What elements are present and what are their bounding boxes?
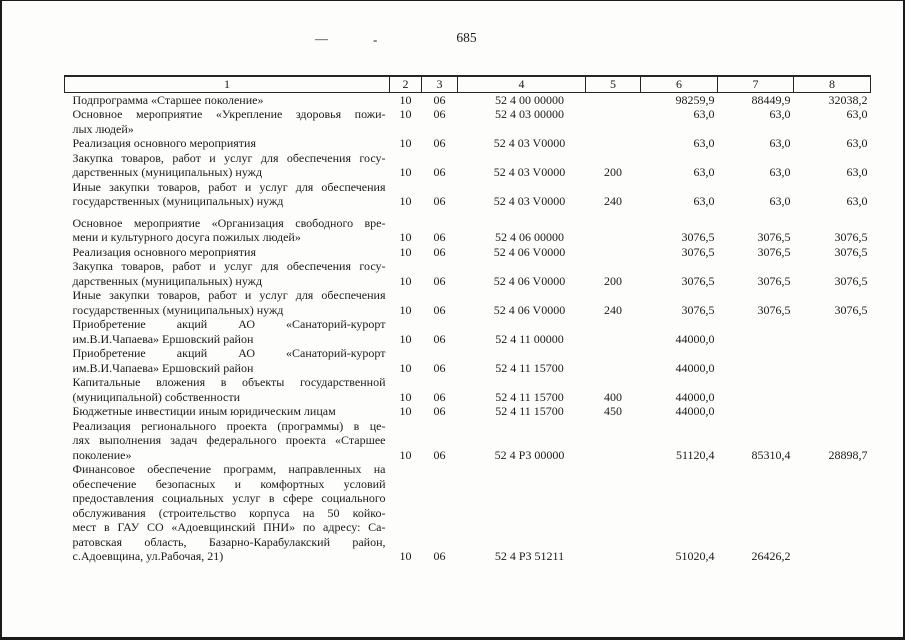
name-line: Основное мероприятие «Укрепление здоровья пожи- bbox=[72, 107, 386, 121]
cell-col3: 06 bbox=[433, 194, 446, 208]
header-cell-8: 8 bbox=[794, 76, 871, 92]
cell-col2: 10 bbox=[399, 165, 412, 179]
table-row bbox=[65, 107, 871, 136]
cell-col1 bbox=[65, 107, 390, 136]
cell-col2: 10 bbox=[399, 389, 412, 404]
cell-col2: 10 bbox=[399, 244, 412, 259]
cell-col5: 240 bbox=[604, 302, 622, 317]
name-line: Финансовое обеспечение программ, направленных на bbox=[72, 462, 386, 476]
cell-col8 bbox=[794, 462, 871, 564]
cell-col8: 3076,5 bbox=[834, 244, 868, 259]
cell-col1 bbox=[65, 151, 390, 180]
name-line: лых людей» bbox=[72, 121, 134, 136]
table-row bbox=[65, 259, 871, 288]
cell-col7: 63,0 bbox=[769, 194, 791, 208]
cell-col3: 06 bbox=[433, 360, 446, 375]
scan-artifact-dash-icon: — bbox=[315, 31, 328, 46]
header-cell-2: 2 bbox=[390, 76, 422, 92]
cell-col4: 52 4 11 15700 bbox=[495, 360, 564, 375]
cell-col1 bbox=[65, 346, 390, 375]
cell-col4: 52 4 03 V0000 bbox=[493, 194, 566, 208]
cell-col7: 85310,4 bbox=[751, 447, 791, 462]
cell-col1 bbox=[65, 92, 390, 107]
cell-col7: 3076,5 bbox=[757, 244, 791, 259]
cell-col8: 32038,2 bbox=[828, 92, 868, 107]
cell-col3: 06 bbox=[433, 273, 446, 288]
name-line: с.Адоевщина, ул.Рабочая, 21) bbox=[72, 549, 224, 563]
cell-col1 bbox=[65, 404, 390, 419]
cell-col7: 26426,2 bbox=[751, 549, 791, 563]
cell-col6: 44000,0 bbox=[675, 331, 715, 346]
cell-col7: 63,0 bbox=[769, 107, 791, 121]
cell-col5: 200 bbox=[604, 273, 622, 288]
cell-col3: 06 bbox=[433, 404, 446, 418]
scan-artifact-dash-icon: - bbox=[373, 32, 378, 47]
name-line: Закупка товаров, работ и услуг для обеспечения госу- bbox=[72, 259, 386, 273]
cell-col2: 10 bbox=[399, 360, 412, 375]
table-row bbox=[65, 346, 871, 375]
name-line: Иные закупки товаров, работ и услуг для обеспечения bbox=[72, 179, 386, 194]
cell-col6: 51120,4 bbox=[675, 447, 715, 462]
table-row bbox=[65, 151, 871, 180]
cell-col2: 10 bbox=[399, 273, 412, 288]
cell-col2: 10 bbox=[399, 447, 412, 462]
cell-col3: 06 bbox=[433, 389, 446, 404]
cell-col4: 52 4 03 V0000 bbox=[493, 165, 566, 179]
name-line: Подпрограмма «Старшее поколение» bbox=[72, 92, 264, 107]
cell-col3: 06 bbox=[433, 136, 446, 150]
cell-col3: 06 bbox=[433, 302, 446, 317]
name-line: им.В.И.Чапаева» Ершовский район bbox=[72, 360, 254, 375]
name-line: Приобретение акций АО «Санаторий-курорт bbox=[72, 346, 386, 360]
header-cell-3: 3 bbox=[422, 76, 458, 92]
cell-col6: 51020,4 bbox=[675, 549, 715, 563]
cell-col5 bbox=[586, 462, 641, 564]
cell-col1 bbox=[65, 462, 390, 564]
name-line: Закупка товаров, работ и услуг для обеспечения госу- bbox=[72, 150, 386, 165]
cell-col8: 3076,5 bbox=[834, 273, 868, 288]
name-line: дарственных (муниципальных) нужд bbox=[72, 165, 263, 179]
cell-col7 bbox=[718, 346, 794, 375]
cell-col6: 63,0 bbox=[693, 165, 715, 179]
cell-col6: 44000,0 bbox=[675, 389, 715, 404]
name-line: Реализация основного мероприятия bbox=[72, 136, 256, 150]
table-row bbox=[65, 317, 871, 346]
name-line: Реализация регионального проекта (программы) в це- bbox=[72, 418, 386, 433]
budget-table bbox=[64, 75, 871, 564]
name-line: Основное мероприятие «Организация свободного вре- bbox=[72, 215, 386, 230]
name-line: дарственных (муниципальных) нужд bbox=[72, 273, 263, 288]
cell-col4: 52 4 11 00000 bbox=[495, 331, 564, 346]
cell-col5 bbox=[586, 209, 641, 245]
cell-col4: 52 4 06 V0000 bbox=[493, 302, 566, 317]
cell-col1 bbox=[65, 419, 390, 463]
name-line: Бюджетные инвестиции иным юридическим лицам bbox=[72, 404, 336, 418]
cell-col1 bbox=[65, 259, 390, 288]
table-row bbox=[65, 92, 871, 107]
cell-col6: 3076,5 bbox=[681, 302, 715, 317]
table-row bbox=[65, 209, 871, 245]
cell-col2: 10 bbox=[399, 92, 412, 107]
table-row bbox=[65, 462, 871, 564]
cell-col8 bbox=[794, 375, 871, 404]
name-line: лях выполнения задач федерального проекта «Старшее bbox=[72, 433, 386, 447]
cell-col4: 52 4 P3 00000 bbox=[494, 447, 565, 462]
cell-col6: 44000,0 bbox=[675, 404, 715, 418]
name-line: государственных (муниципальных) нужд bbox=[72, 302, 284, 317]
cell-col1 bbox=[65, 209, 390, 245]
name-line: обслуживания (строительство корпуса на 50 койко- bbox=[72, 505, 386, 520]
header-cell-7: 7 bbox=[718, 76, 794, 92]
cell-col4: 52 4 06 00000 bbox=[495, 230, 564, 244]
cell-col8: 63,0 bbox=[846, 136, 868, 150]
cell-col8: 63,0 bbox=[846, 165, 868, 179]
cell-col5 bbox=[586, 136, 641, 151]
cell-col2: 10 bbox=[399, 302, 412, 317]
name-line: государственных (муниципальных) нужд bbox=[72, 194, 284, 208]
name-line: поколение» bbox=[72, 447, 132, 462]
cell-col7: 3076,5 bbox=[757, 302, 791, 317]
cell-col5 bbox=[586, 346, 641, 375]
header-cell-5: 5 bbox=[586, 76, 641, 92]
name-line: мени и культурного досуга пожилых людей» bbox=[72, 230, 301, 244]
name-line: Иные закупки товаров, работ и услуг для обеспечения bbox=[72, 288, 386, 302]
cell-col1 bbox=[65, 288, 390, 317]
cell-col6: 63,0 bbox=[693, 107, 715, 121]
cell-col5: 240 bbox=[604, 194, 622, 208]
cell-col7 bbox=[718, 375, 794, 404]
cell-col5 bbox=[586, 92, 641, 107]
cell-col3: 06 bbox=[433, 107, 446, 121]
cell-col7: 88449,9 bbox=[751, 92, 791, 107]
table-header bbox=[65, 76, 871, 92]
cell-col5 bbox=[586, 419, 641, 463]
table-row bbox=[65, 404, 871, 419]
table-row bbox=[65, 419, 871, 463]
name-line: Капитальные вложения в объекты государственной bbox=[72, 375, 386, 389]
cell-col8: 3076,5 bbox=[834, 230, 868, 244]
cell-col1 bbox=[65, 136, 390, 151]
cell-col7: 63,0 bbox=[769, 165, 791, 179]
name-line: Приобретение акций АО «Санаторий-курорт bbox=[72, 317, 386, 331]
cell-col4: 52 4 P3 51211 bbox=[494, 549, 565, 563]
table-row bbox=[65, 375, 871, 404]
cell-col5 bbox=[586, 245, 641, 260]
cell-col6: 3076,5 bbox=[681, 230, 715, 244]
cell-col2: 10 bbox=[399, 107, 412, 121]
cell-col2: 10 bbox=[399, 331, 412, 346]
cell-col7: 3076,5 bbox=[757, 273, 791, 288]
name-line: мест в ГАУ СО «Адоевщинский ПНИ» по адресу: Са- bbox=[72, 520, 386, 534]
cell-col2: 10 bbox=[399, 136, 412, 150]
cell-col8 bbox=[794, 346, 871, 375]
cell-col3: 06 bbox=[433, 447, 446, 462]
cell-col6: 44000,0 bbox=[675, 360, 715, 375]
cell-col3: 06 bbox=[433, 549, 446, 563]
cell-col4: 52 4 06 V0000 bbox=[493, 273, 566, 288]
table-row bbox=[65, 180, 871, 209]
cell-col3: 06 bbox=[433, 244, 446, 259]
cell-col3: 06 bbox=[433, 92, 446, 107]
name-line: им.В.И.Чапаева» Ершовский район bbox=[72, 331, 254, 346]
name-line: (муниципальной) собственности bbox=[72, 389, 240, 404]
table-header-row bbox=[65, 76, 871, 92]
cell-col4: 52 4 03 00000 bbox=[495, 107, 564, 121]
cell-col5 bbox=[586, 317, 641, 346]
cell-col4: 52 4 03 V0000 bbox=[493, 136, 566, 150]
table-body bbox=[65, 92, 871, 564]
table-row bbox=[65, 245, 871, 260]
cell-col6: 3076,5 bbox=[681, 273, 715, 288]
cell-col6: 63,0 bbox=[693, 194, 715, 208]
page-number: 685 bbox=[456, 30, 477, 45]
cell-col5 bbox=[586, 107, 641, 136]
header-cell-4: 4 bbox=[458, 76, 586, 92]
table-row bbox=[65, 288, 871, 317]
cell-col5: 200 bbox=[604, 165, 622, 179]
cell-col6: 98259,9 bbox=[675, 92, 715, 107]
cell-col7: 63,0 bbox=[769, 136, 791, 150]
cell-col1 bbox=[65, 317, 390, 346]
cell-col7: 3076,5 bbox=[757, 230, 791, 244]
cell-col5: 450 bbox=[604, 404, 622, 418]
cell-col2: 10 bbox=[399, 549, 412, 563]
header-cell-1: 1 bbox=[65, 76, 390, 92]
cell-col7 bbox=[718, 317, 794, 346]
cell-col4: 52 4 06 V0000 bbox=[493, 244, 566, 259]
name-line: Реализация основного мероприятия bbox=[72, 244, 256, 259]
cell-col8 bbox=[794, 404, 871, 419]
cell-col8: 63,0 bbox=[846, 107, 868, 121]
cell-col1 bbox=[65, 375, 390, 404]
cell-col4: 52 4 00 00000 bbox=[495, 92, 564, 107]
cell-col8 bbox=[794, 317, 871, 346]
cell-col6: 63,0 bbox=[693, 136, 715, 150]
cell-col7 bbox=[718, 404, 794, 419]
cell-col1 bbox=[65, 180, 390, 209]
name-line: предоставления социальных услуг в сфере социального bbox=[72, 491, 386, 505]
cell-col6: 3076,5 bbox=[681, 244, 715, 259]
cell-col2: 10 bbox=[399, 404, 412, 418]
cell-col2: 10 bbox=[399, 194, 412, 208]
cell-col8: 28898,7 bbox=[828, 447, 868, 462]
cell-col5: 400 bbox=[604, 389, 622, 404]
cell-col8: 63,0 bbox=[846, 194, 868, 208]
cell-col3: 06 bbox=[433, 165, 446, 179]
cell-col2: 10 bbox=[399, 230, 412, 244]
cell-col4: 52 4 11 15700 bbox=[495, 389, 564, 404]
table-row bbox=[65, 136, 871, 151]
cell-col3: 06 bbox=[433, 230, 446, 244]
cell-col4: 52 4 11 15700 bbox=[495, 404, 564, 418]
name-line: ратовская область, Базарно-Карабулакский район, bbox=[72, 534, 386, 549]
header-cell-6: 6 bbox=[641, 76, 718, 92]
cell-col8: 3076,5 bbox=[834, 302, 868, 317]
name-line: обеспечение безопасных и комфортных условий bbox=[72, 476, 386, 491]
cell-col1 bbox=[65, 245, 390, 260]
cell-col3: 06 bbox=[433, 331, 446, 346]
